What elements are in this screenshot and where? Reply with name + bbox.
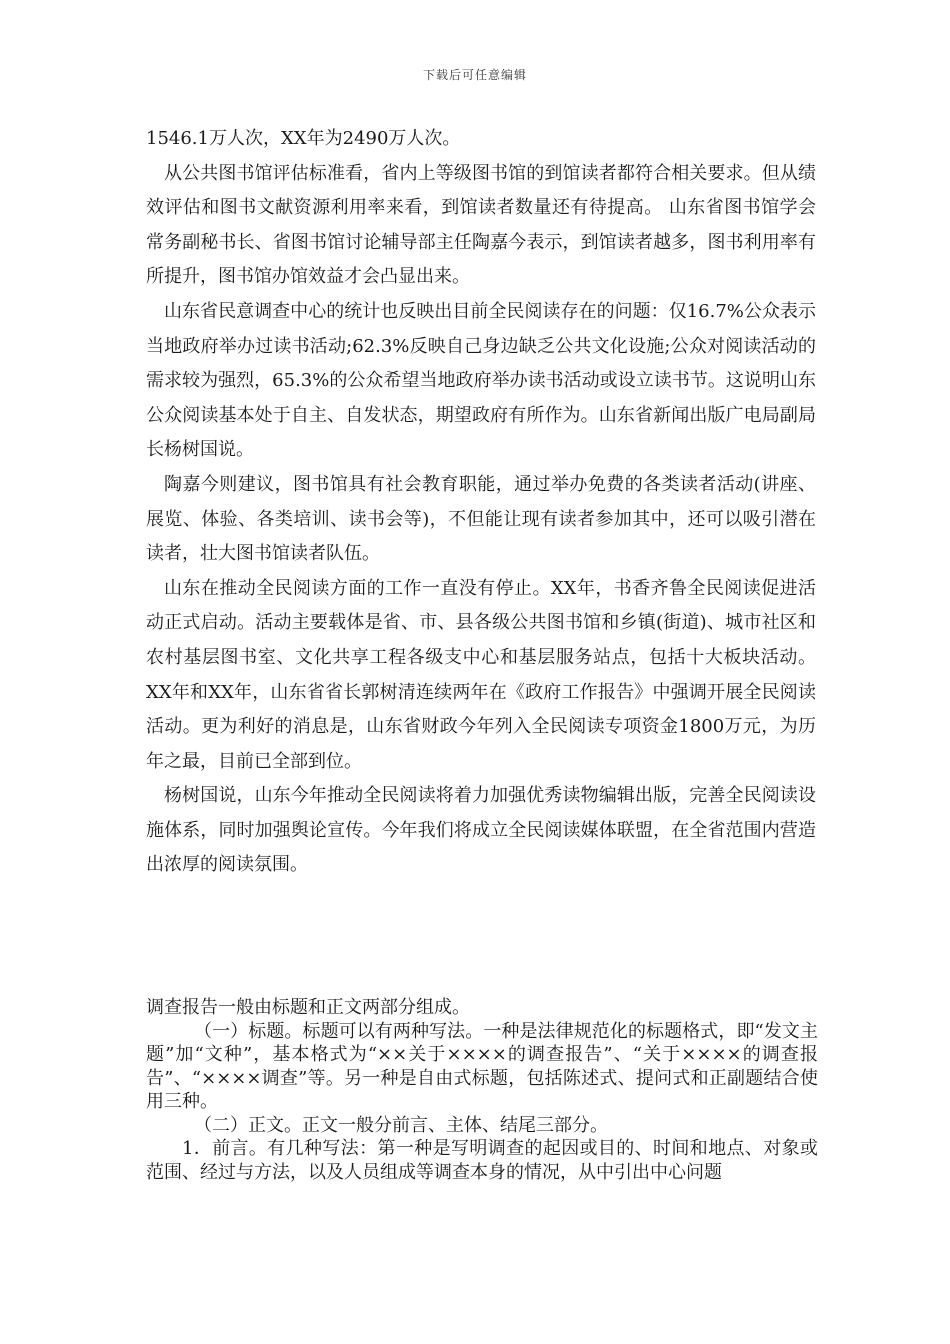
paragraph: 陶嘉今则建议，图书馆具有社会教育职能，通过举办免费的各类读者活动(讲座、展览、体验、各类培训、读书会等)，不但能让现有读者参加其中，还可以吸引潜在读者，壮大图书馆读者队伍。 (146, 473, 816, 565)
paragraph: （一）标题。标题可以有两种写法。一种是法律规范化的标题格式，即“发文主题”加“文种”，基本格式为“××关于××××的调查报告”、“关于××××的调查报告”、“××××调查”等。另一种是自由式标题，包括陈述式、提问式和正副题结合使用三种。 (146, 1020, 818, 1112)
paragraph: 从公共图书馆评估标准看，省内上等级图书馆的到馆读者都符合相关要求。但从绩效评估和图书文献资源利用率来看，到馆读者数量还有待提高。 山东省图书馆学会常务副秘书长、省图书馆讨论辅导部主任陶嘉今表示，到馆读者越多，图书利用率有所提升，图书馆办馆效益才会凸显出来。 (146, 162, 816, 288)
page-header: 下载后可任意编辑 (422, 68, 527, 82)
paragraph: （二）正文。正文一般分前言、主体、结尾三部分。 (194, 1114, 608, 1136)
paragraph: 1546.1万人次，XX年为2490万人次。 (146, 128, 461, 149)
paragraph: 山东省民意调查中心的统计也反映出目前全民阅读存在的问题：仅16.7%公众表示当地政府举办过读书活动;62.3%反映自己身边缺乏公共文化设施;公众对阅读活动的需求较为强烈，65.3%的公众希望当地政府举办读书活动或设立读书节。这说明山东公众阅读基本处于自主、自发状态，期望政府有所作为。山东省新闻出版广电局副局长杨树国说。 (146, 300, 816, 461)
paragraph: 调查报告一般由标题和正文两部分组成。 (146, 997, 470, 1018)
report-guide-section (146, 996, 818, 1184)
article-section (146, 122, 816, 883)
paragraph: 杨树国说，山东今年推动全民阅读将着力加强优秀读物编辑出版，完善全民阅读设施体系，同时加强舆论宣传。今年我们将成立全民阅读媒体联盟，在全省范围内营造出浓厚的阅读氛围。 (146, 785, 816, 876)
paragraph: 山东在推动全民阅读方面的工作一直没有停止。XX年，书香齐鲁全民阅读促进活动正式启动。活动主要载体是省、市、县各级公共图书馆和乡镇(街道)、城市社区和农村基层图书室、文化共享工程各级支中心和基层服务站点，包括十大板块活动。XX年和XX年，山东省省长郭树清连续两年在《政府工作报告》中强调开展全民阅读活动。更为利好的消息是，山东省财政今年列入全民阅读专项资金1800万元，为历年之最，目前已全部到位。 (146, 577, 816, 772)
paragraph: 1．前言。有几种写法：第一种是写明调查的起因或目的、时间和地点、对象或范围、经过与方法，以及人员组成等调查本身的情况，从中引出中心问题 (146, 1138, 818, 1183)
